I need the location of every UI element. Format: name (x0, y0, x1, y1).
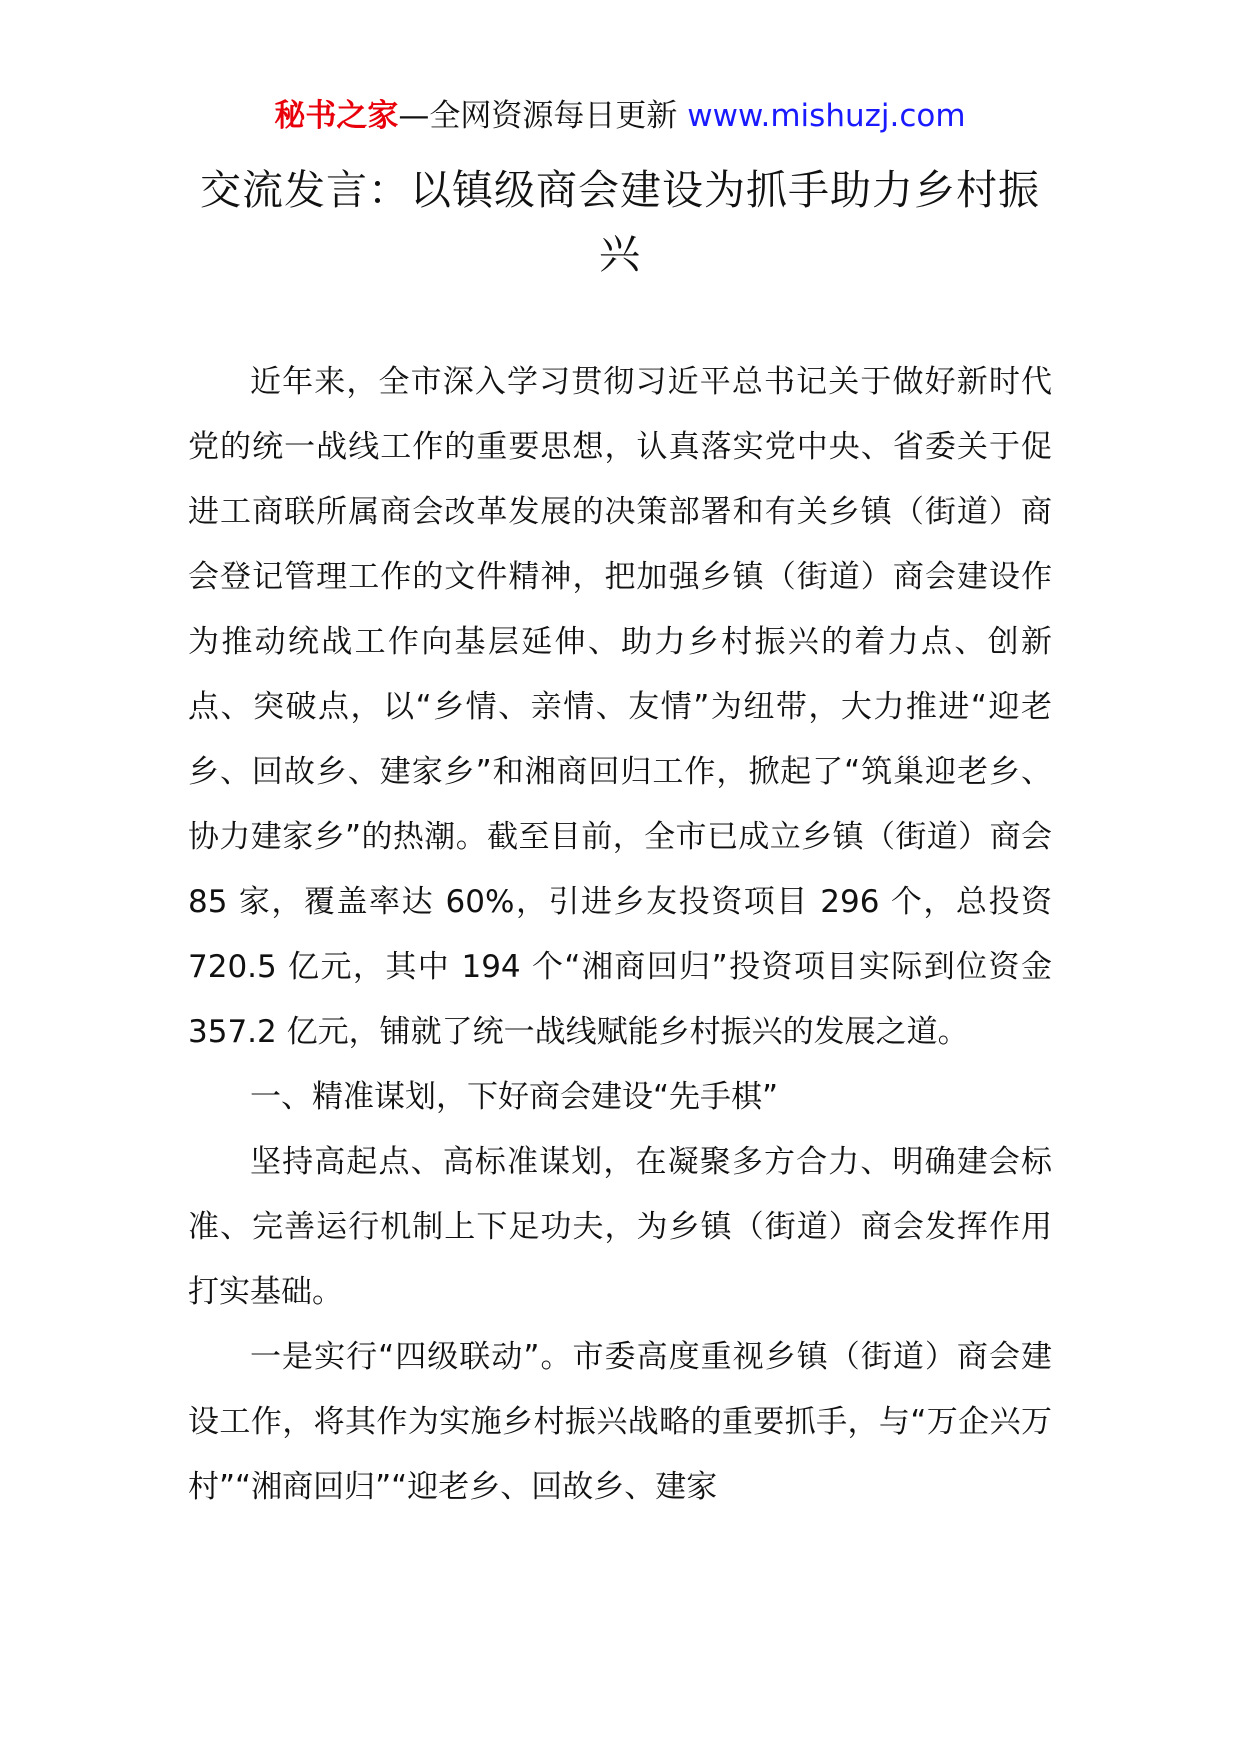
document-title: 交流发言：以镇级商会建设为抓手助力乡村振兴 (200, 166, 1040, 278)
paragraph-intro: 近年来，全市深入学习贯彻习近平总书记关于做好新时代党的统一战线工作的重要思想，认真落实党中央、省委关于促进工商联所属商会改革发展的决策部署和有关乡镇（街道）商会登记管理工作的文件精神，把加强乡镇（街道）商会建设作为推动统战工作向基层延伸、助力乡村振兴的着力点、创新点、突破点，以“乡情、亲情、友情”为纽带，大力推进“迎老乡、回故乡、建家乡”和湘商回归工作，掀起了“筑巢迎老乡、协力建家乡”的热潮。截至目前，全市已成立乡镇（街道）商会 85 家，覆盖率达 60%，引进乡友投资项目 296 个，总投资 720.5 亿元，其中 194 个“湘商回归”投资项目实际到位资金 357.2 亿元，铺就了统一战线赋能乡村振兴的发展之道。 (188, 364, 1052, 1050)
section-heading-1: 一、精准谋划，下好商会建设“先手棋” (250, 1079, 779, 1115)
paragraph-point-1: 一是实行“四级联动”。市委高度重视乡镇（街道）商会建设工作，将其作为实施乡村振兴战略的重要抓手，与“万企兴万村”“湘商回归”“迎老乡、回故乡、建家 (188, 1339, 1052, 1505)
watermark-header (0, 96, 1240, 136)
site-tagline: —全网资源每日更新 (398, 98, 688, 134)
document-body (188, 350, 1052, 1520)
site-brand: 秘书之家 (274, 98, 399, 134)
paragraph-section-1: 坚持高起点、高标准谋划，在凝聚多方合力、明确建会标准、完善运行机制上下足功夫，为乡镇（街道）商会发挥作用打实基础。 (188, 1144, 1052, 1310)
site-url: www.mishuzj.com (687, 98, 966, 134)
